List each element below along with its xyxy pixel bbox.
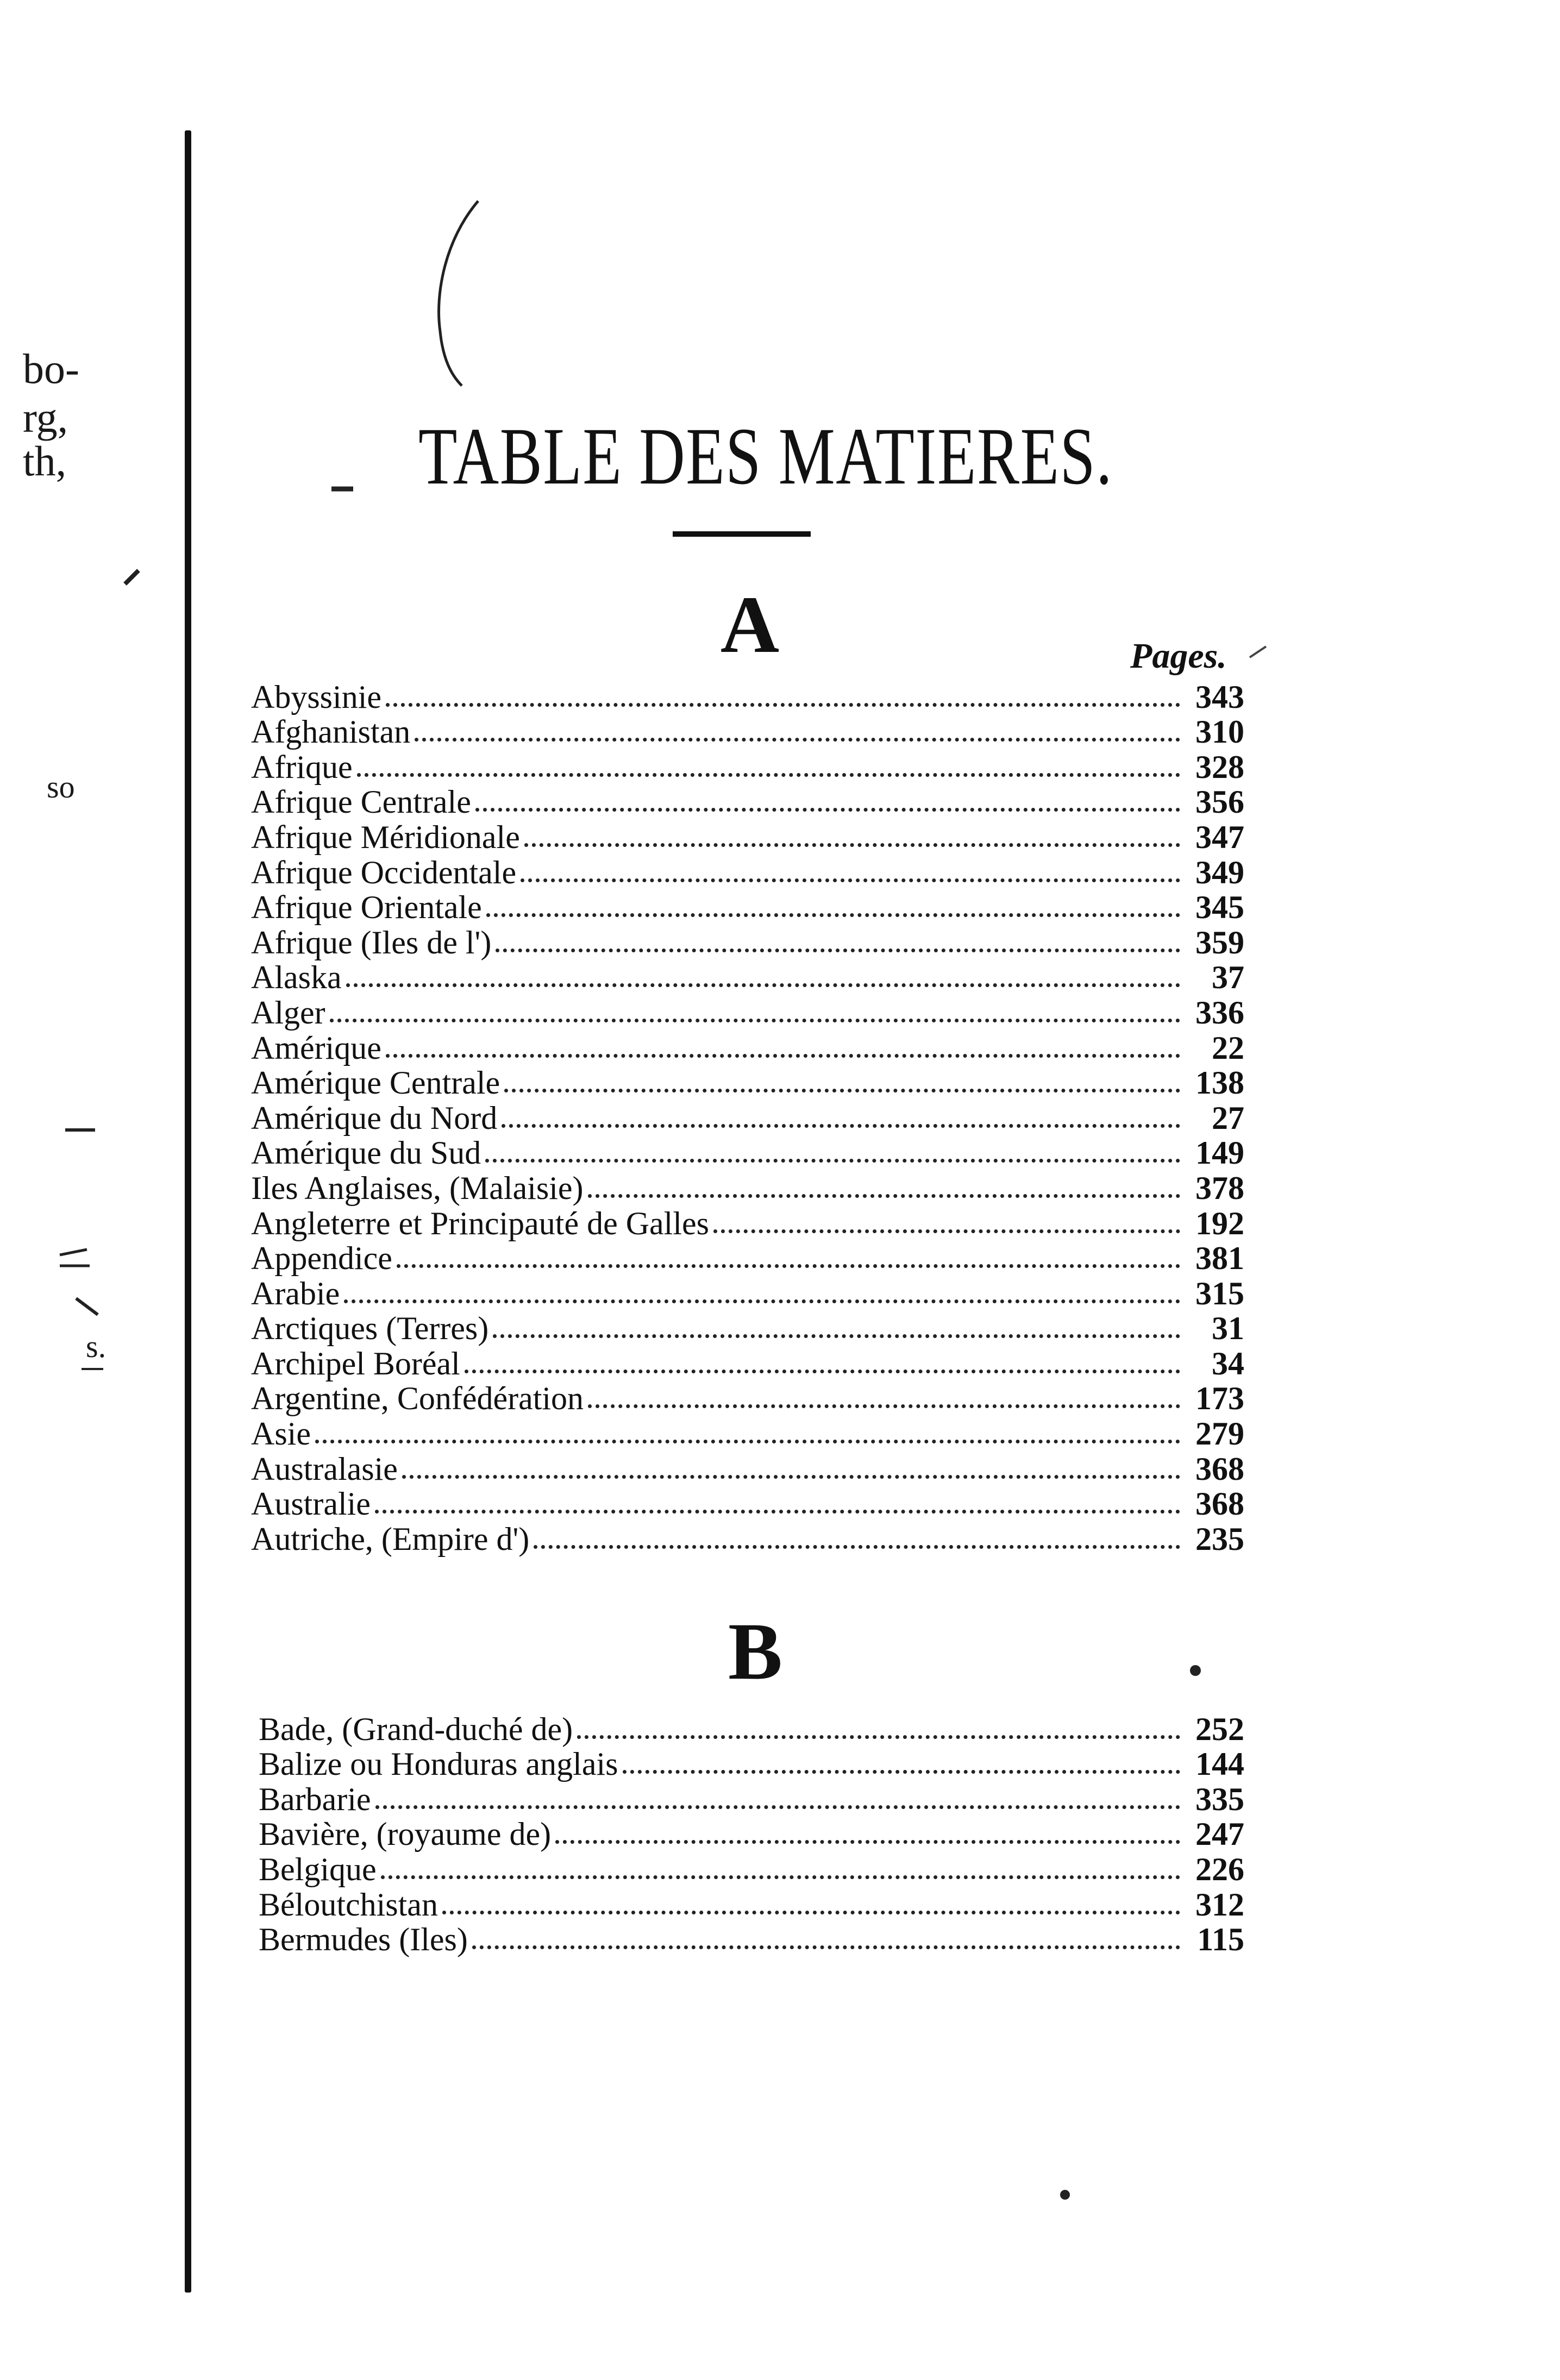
toc-entry: Arctiques (Terres) 31 [251,1310,1244,1347]
toc-entry: Afrique Occidentale 349 [251,854,1244,890]
toc-entry: Afrique 328 [251,749,1244,785]
binding-rule [185,130,191,2293]
title-rule [673,531,811,537]
section-letter-a: A [720,580,780,670]
section-letter-b: B [728,1606,783,1697]
margin-fragment: so [47,769,75,805]
toc-entry: Amérique Centrale 138 [251,1065,1244,1101]
toc-section-a [251,679,1244,1556]
toc-entry: Angleterre et Principauté de Galles 192 [251,1205,1244,1241]
toc-entry: Australasie 368 [251,1450,1244,1487]
toc-entry: Alger 336 [251,994,1244,1031]
toc-entry: Bavière, (royaume de) 247 [259,1816,1244,1852]
page-title: TABLE DES MATIERES. [418,411,1113,501]
toc-entry: Afghanistan 310 [251,714,1244,750]
toc-entry: Bade, (Grand-duché de) 252 [259,1711,1244,1747]
left-margin-fragments [16,0,179,2380]
toc-entry: Afrique Centrale 356 [251,784,1244,820]
toc-entry: Afrique Orientale 345 [251,889,1244,926]
toc-entry: Iles Anglaises, (Malaisie) 378 [251,1170,1244,1206]
toc-entry: Autriche, (Empire d') 235 [251,1521,1244,1557]
margin-fragment: th, [23,437,67,485]
toc-entry: Appendice 381 [251,1240,1244,1277]
toc-entry: Australie 368 [251,1486,1244,1522]
margin-fragment: bo- [23,345,79,392]
pen-mark-icon [413,196,500,391]
toc-entry: Arabie 315 [251,1275,1244,1311]
toc-entry: Belgique 226 [259,1851,1244,1887]
toc-entry: Archipel Boréal 34 [251,1345,1244,1381]
margin-fragment: s. [86,1329,106,1364]
toc-entry: Amérique 22 [251,1029,1244,1066]
toc-entry: Amérique du Sud 149 [251,1135,1244,1171]
toc-entry: Argentine, Confédération 173 [251,1380,1244,1417]
toc-entry: Bermudes (Iles) 115 [259,1921,1244,1958]
toc-entry: Abyssinie 343 [251,679,1244,715]
margin-fragment: rg, [23,394,68,441]
toc-entry: Alaska 37 [251,959,1244,996]
pages-column-label: Pages. [1130,636,1227,676]
toc-entry: Afrique (Iles de l') 359 [251,924,1244,960]
toc-entry: Afrique Méridionale 347 [251,819,1244,855]
toc-section-b [259,1711,1244,1957]
toc-entry: Amérique du Nord 27 [251,1100,1244,1136]
toc-entry: Béloutchistan 312 [259,1886,1244,1923]
toc-entry: Barbarie 335 [259,1781,1244,1817]
toc-entry: Asie 279 [251,1416,1244,1452]
toc-entry: Balize ou Honduras anglais 144 [259,1746,1244,1782]
